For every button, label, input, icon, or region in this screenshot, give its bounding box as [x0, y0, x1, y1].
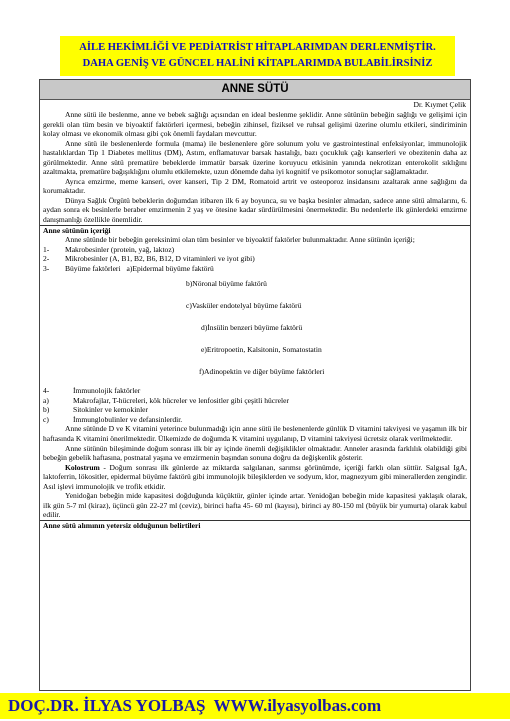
growth-factor-item: c)Vasküler endotelyal büyüme faktörü — [186, 301, 302, 311]
document-frame — [39, 79, 471, 691]
section-heading-content: Anne sütünün içeriği — [43, 225, 111, 235]
growth-factors-label: Büyüme faktörleri — [65, 263, 121, 273]
intro-paragraph-2: Anne sütü ile beslenenlerde formula (mama) ile beslenenlere göre solunum yolu ve gastrointestinal enfeksiyonlar, immunolojik hastalıklardan Tip 1 Diabetes mellitus (DM), Astım, enflamatuvar barsak hastalığı, bazı çocukluk çağı kanserleri ve obezitenin daha az görülmektedir. Anne sütü prematüre bebeklerde immatür barsak üzerine koruyucu etkisinin yanında nekrotizan enterokolit sıklığını azaltmakta, prematüre bağışıklığını olumlu etkilemekte, uzun dönemde daha iyi kognitif ve psikomotor sonuçlar sağlamaktadır. — [43, 138, 467, 177]
list-item-immunologic — [43, 386, 467, 396]
author-name: Dr. Kıymet Çelik — [413, 100, 466, 109]
kolostrum-text: - Doğum sonrası ilk günlerde az miktarda salgılanan, sarımsı görünümde, içeriği farklı olan süttür. Salgısal IgA, laktoferrin, lökositler, epidermal büyüme faktörü gibi immunolojik bileşiklerden ve sodyum, klor, magnezyum gibi minerallerden zengindir. Asıl işlevi immunolojik ve trofik etkidir. — [43, 462, 467, 491]
intro-paragraph-4: Dünya Sağlık Örgütü bebeklerin doğumdan itibaren ilk 6 ay boyunca, su ve başka besinler almadan, sadece anne sütü almalarını, 6. aydan sonra ek besinlerle beraber emzirmenin 2 yaş ve ötesine kadar sürdürülmesini önermektedir. Bu nedenlerle ilk günlerdeki emzirme danışmanlığı özellikle önemlidir. — [43, 195, 467, 225]
list-item-text: Makrobesinler (protein, yağ, laktoz) — [65, 244, 175, 254]
list-item-text: Makrofajlar, T-hücreleri, kök hücreler ve lenfositler gibi çeşitli hücreler — [73, 395, 289, 405]
growth-factor-item: a)Epidermal büyüme faktörü — [126, 263, 214, 273]
footer-banner — [0, 693, 510, 719]
kolostrum-label: Kolostrum — [65, 462, 100, 472]
growth-factor-item: f)Adinopektin ve diğer büyüme faktörleri — [199, 367, 325, 377]
intro-paragraph-3: Ayrıca emzirme, meme kanseri, over kanseri, Tip 2 DM, Romatoid artrit ve osteoporoz insidansını azaltarak anne sağlığını da korumaktadır. — [43, 176, 467, 196]
list-item — [43, 415, 467, 425]
section-heading-insufficient-milk: Anne sütü alımının yetersiz olduğunun belirtileri — [43, 520, 201, 530]
list-item-number: 2- — [43, 254, 50, 264]
growth-factor-sublist — [43, 273, 467, 383]
banner-line-1: AİLE HEKİMLİĞİ VE PEDİATRİST HİTAPLARIMDAN DERLENMİŞTİR. — [79, 42, 436, 53]
list-item-text: Sitokinler ve kemokinler — [73, 405, 149, 415]
document-body — [40, 110, 470, 531]
list-item — [43, 254, 467, 264]
growth-factor-item: d)İnsülin benzeri büyüme faktörü — [201, 323, 303, 333]
immuno-label: İmmunolojik faktörler — [73, 386, 141, 396]
intro-paragraph-1: Anne sütü ile beslenme, anne ve bebek sağlığı açısından en ideal beslenme şeklidir. Anne sütünün bebeğin sağlığı ve gelişimi için gerekli olan tüm besin ve biyoaktif faktörleri içermesi, bebeğin zihinsel, fiziksel ve ruhsal gelişimi üzerine olumlu etkileri, sindiriminin kolay olması ve ekonomik olması gibi çok önemli faydaları mevcuttur. — [43, 110, 467, 139]
list-item-number: b) — [43, 405, 50, 415]
list-item — [43, 245, 467, 255]
banner-line-2: DAHA GENİŞ VE GÜNCEL HALİNİ KİTAPLARIMDA BULABİLİRSİNİZ — [82, 58, 433, 69]
header-banner — [60, 36, 455, 76]
growth-factor-item: b)Nöronal büyüme faktörü — [186, 279, 267, 289]
list-item-growth-factors — [43, 264, 467, 274]
list-item — [43, 405, 467, 415]
list-item-text: İmmunglobulinler ve defansinlerdir. — [73, 414, 183, 424]
content-intro-text: Anne sütünde bir bebeğin gereksinimi olan tüm besinler ve biyoaktif faktörler bulunmaktadır. Anne sütünün içeriği; — [65, 235, 415, 245]
content-list — [43, 245, 467, 425]
list-item-number: a) — [43, 395, 49, 405]
composition-paragraph: Anne sütünün bileşiminde doğum sonrası ilk bir ay içinde önemli değişiklikler olmaktadır. Anneler arasında farklılık olabildiği gibi bebeğin gebelik haftasına, postnatal yaşına ve emzirmenin başından sonuna doğru da değişkenlik gösterir. — [43, 443, 467, 463]
document-title: ANNE SÜTÜ — [40, 80, 470, 100]
list-item-number: 1- — [43, 244, 50, 254]
growth-factor-item: e)Eritropoetin, Kalsitonin, Somatostatin — [201, 345, 322, 355]
vitamin-paragraph: Anne sütünde D ve K vitamini yeterince bulunmadığı için anne sütü ile beslenenlerde günlük D vitamini takviyesi ve yaşamın ilk bir haftasında K vitamini önerilmektedir. Ülkemizde de doğumda K vitamini uygulanıp, D vitamini takviyesi ücretsiz olarak verilmektedir. — [43, 424, 467, 444]
list-item-number: 4- — [43, 386, 50, 396]
list-item-text: Mikrobesinler (A, B1, B2, B6, B12, D vitaminleri ve iyot gibi) — [65, 254, 255, 264]
list-item-number: c) — [43, 414, 49, 424]
list-item — [43, 396, 467, 406]
list-item-number: 3- — [43, 263, 50, 273]
stomach-capacity-paragraph: Yenidoğan bebeğin mide kapasitesi doğduğunda küçüktür, günler içinde artar. Yenidoğan bebeğin mide kapasitesi yaklaşık olarak, ilk gün 5-7 ml (kiraz), üçüncü gün 22-27 ml (ceviz), birinci hafta 45- 60 ml (kayısı), birinci ay 80-150 ml (büyük bir yumurta) olarak kabul edilir. — [43, 491, 467, 520]
kolostrum-paragraph — [43, 463, 467, 492]
footer-text: DOÇ.DR. İLYAS YOLBAŞ WWW.ilyasyolbas.com — [8, 696, 382, 715]
